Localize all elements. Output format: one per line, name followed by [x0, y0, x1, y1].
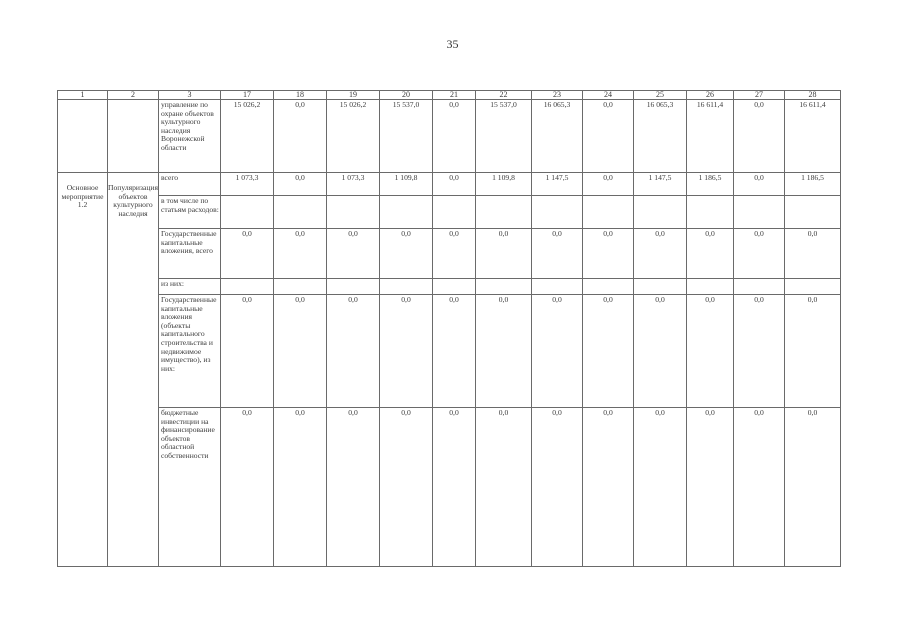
value-cell	[221, 196, 274, 229]
value-cell: 1 109,8	[380, 173, 433, 196]
header-cell: 18	[274, 91, 327, 100]
row-label: бюджетные инвестиции на финансирование объектов областной собственности	[159, 408, 221, 567]
value-cell: 0,0	[734, 173, 785, 196]
header-cell: 21	[433, 91, 476, 100]
value-cell	[274, 196, 327, 229]
header-cell: 19	[327, 91, 380, 100]
value-cell: 0,0	[734, 408, 785, 567]
value-cell	[380, 196, 433, 229]
value-cell	[476, 196, 532, 229]
value-cell	[221, 279, 274, 295]
measure-label: Основное мероприятие 1.2	[58, 173, 108, 567]
value-cell: 16 611,4	[785, 100, 841, 173]
value-cell: 1 186,5	[687, 173, 734, 196]
value-cell	[785, 196, 841, 229]
value-cell: 15 537,0	[476, 100, 532, 173]
value-cell: 0,0	[734, 229, 785, 279]
value-cell: 16 065,3	[634, 100, 687, 173]
value-cell: 0,0	[785, 408, 841, 567]
row-label: всего	[159, 173, 221, 196]
value-cell: 1 147,5	[532, 173, 583, 196]
value-cell: 0,0	[583, 408, 634, 567]
table-row	[58, 408, 841, 567]
value-cell: 0,0	[583, 173, 634, 196]
value-cell	[583, 196, 634, 229]
value-cell: 0,0	[583, 295, 634, 408]
value-cell: 0,0	[274, 295, 327, 408]
value-cell: 0,0	[380, 408, 433, 567]
value-cell: 0,0	[380, 295, 433, 408]
value-cell: 1 147,5	[634, 173, 687, 196]
measure-name: Популяризация объектов культурного наследия	[108, 173, 159, 567]
value-cell	[327, 279, 380, 295]
value-cell: 0,0	[532, 408, 583, 567]
value-cell	[380, 279, 433, 295]
value-cell: 0,0	[634, 295, 687, 408]
value-cell: 0,0	[687, 229, 734, 279]
value-cell: 0,0	[785, 229, 841, 279]
value-cell: 0,0	[734, 100, 785, 173]
header-cell: 17	[221, 91, 274, 100]
value-cell	[687, 279, 734, 295]
value-cell: 0,0	[687, 408, 734, 567]
row-label: в том числе по статьям расходов:	[159, 196, 221, 229]
row-label: Государственные капитальные вложения, всего	[159, 229, 221, 279]
value-cell	[734, 196, 785, 229]
value-cell: 0,0	[433, 100, 476, 173]
value-cell: 0,0	[327, 295, 380, 408]
value-cell: 0,0	[327, 229, 380, 279]
value-cell: 0,0	[433, 173, 476, 196]
header-cell: 2	[108, 91, 159, 100]
value-cell	[433, 196, 476, 229]
header-cell: 22	[476, 91, 532, 100]
value-cell	[785, 279, 841, 295]
value-cell: 0,0	[532, 229, 583, 279]
value-cell: 15 026,2	[327, 100, 380, 173]
value-cell	[327, 196, 380, 229]
value-cell: 1 109,8	[476, 173, 532, 196]
value-cell: 0,0	[476, 229, 532, 279]
value-cell	[634, 196, 687, 229]
value-cell: 0,0	[433, 295, 476, 408]
value-cell: 0,0	[274, 100, 327, 173]
value-cell: 0,0	[221, 408, 274, 567]
value-cell: 15 537,0	[380, 100, 433, 173]
value-cell: 0,0	[274, 408, 327, 567]
header-cell: 27	[734, 91, 785, 100]
value-cell	[274, 279, 327, 295]
value-cell	[687, 196, 734, 229]
table-row	[58, 229, 841, 279]
value-cell: 1 073,3	[327, 173, 380, 196]
value-cell	[583, 279, 634, 295]
value-cell: 16 611,4	[687, 100, 734, 173]
value-cell: 0,0	[634, 408, 687, 567]
header-cell: 20	[380, 91, 433, 100]
header-cell: 25	[634, 91, 687, 100]
row-label: из них:	[159, 279, 221, 295]
header-cell: 23	[532, 91, 583, 100]
value-cell: 0,0	[634, 229, 687, 279]
table-row	[58, 173, 841, 196]
value-cell: 16 065,3	[532, 100, 583, 173]
value-cell	[532, 279, 583, 295]
page-number: 35	[446, 37, 459, 51]
value-cell: 0,0	[380, 229, 433, 279]
row-label: управление по охране объектов культурного наследия Воронежской области	[159, 100, 221, 173]
value-cell: 0,0	[687, 295, 734, 408]
value-cell: 0,0	[532, 295, 583, 408]
table-row	[58, 100, 841, 173]
value-cell: 0,0	[274, 173, 327, 196]
table-row	[58, 196, 841, 229]
header-cell: 26	[687, 91, 734, 100]
value-cell	[476, 279, 532, 295]
value-cell	[734, 279, 785, 295]
value-cell: 0,0	[433, 229, 476, 279]
value-cell: 0,0	[274, 229, 327, 279]
value-cell: 0,0	[734, 295, 785, 408]
table-row	[58, 295, 841, 408]
value-cell: 15 026,2	[221, 100, 274, 173]
value-cell: 0,0	[476, 408, 532, 567]
empty-cell	[108, 100, 159, 173]
value-cell	[634, 279, 687, 295]
value-cell: 0,0	[583, 229, 634, 279]
value-cell: 1 073,3	[221, 173, 274, 196]
value-cell: 0,0	[785, 295, 841, 408]
value-cell: 1 186,5	[785, 173, 841, 196]
header-cell: 24	[583, 91, 634, 100]
value-cell: 0,0	[476, 295, 532, 408]
value-cell	[433, 279, 476, 295]
empty-cell	[58, 100, 108, 173]
value-cell	[532, 196, 583, 229]
header-cell: 1	[58, 91, 108, 100]
value-cell: 0,0	[433, 408, 476, 567]
value-cell: 0,0	[327, 408, 380, 567]
row-label: Государственные капитальные вложения (объекты капитального строительства и недвижимое имущество), из них:	[159, 295, 221, 408]
value-cell: 0,0	[583, 100, 634, 173]
header-cell: 3	[159, 91, 221, 100]
value-cell: 0,0	[221, 295, 274, 408]
header-cell: 28	[785, 91, 841, 100]
value-cell: 0,0	[221, 229, 274, 279]
budget-table	[57, 90, 841, 567]
table-row	[58, 279, 841, 295]
